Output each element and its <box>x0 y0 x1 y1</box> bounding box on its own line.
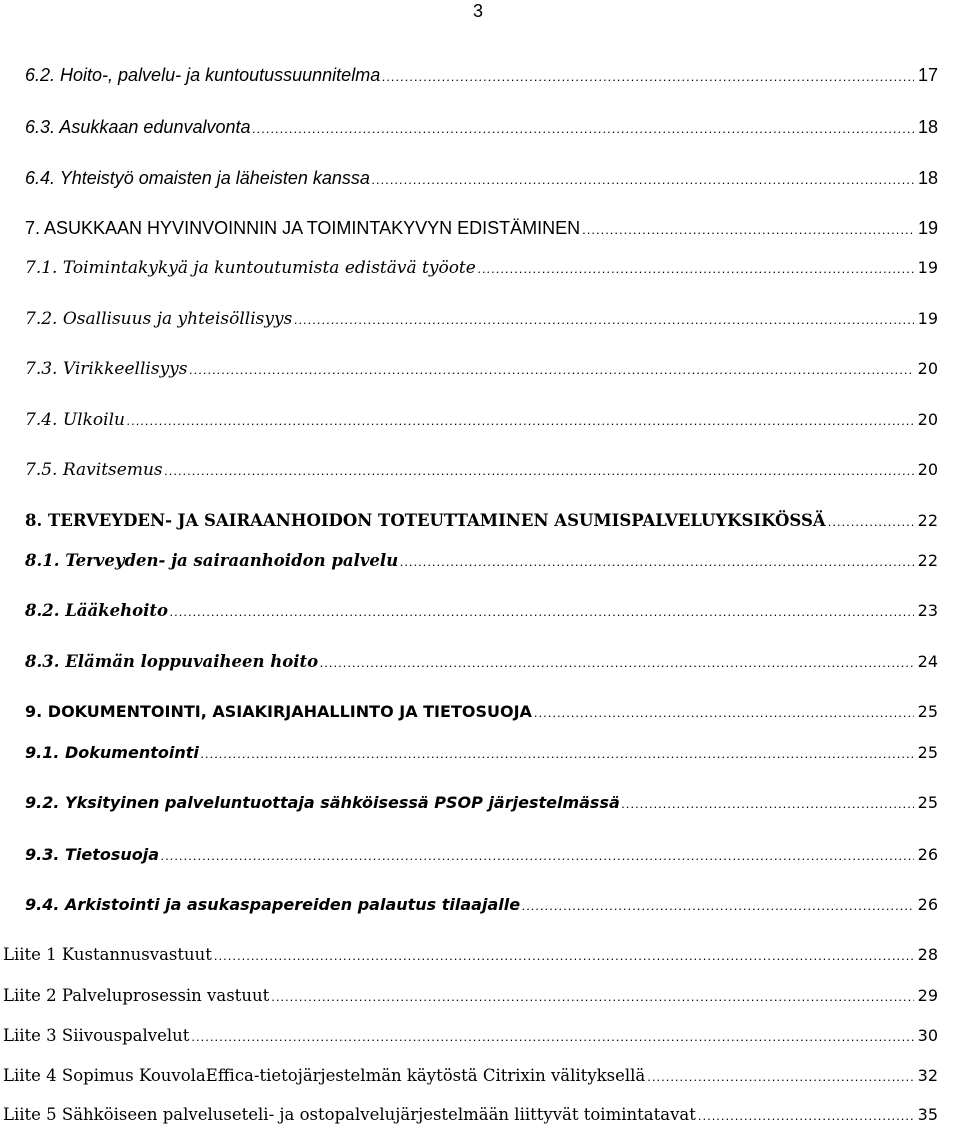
toc-entry-appendix[interactable] <box>3 1066 938 1092</box>
toc-entry-title: 6.2. Hoito-, palvelu- ja kuntoutussuunnitelma <box>25 65 381 85</box>
toc-entry[interactable] <box>25 168 938 194</box>
toc-entry-title: 8.1. Terveyden- ja sairaanhoidon palvelu <box>25 551 399 570</box>
toc-entry[interactable] <box>25 258 938 284</box>
toc-entry[interactable] <box>25 845 938 871</box>
toc-leader-dots <box>191 1029 914 1044</box>
toc-entry-page: 22 <box>917 551 938 570</box>
toc-leader-dots <box>478 261 914 276</box>
toc-leader-dots <box>372 172 914 187</box>
toc-leader-dots <box>170 604 914 619</box>
toc-leader-dots <box>582 222 914 237</box>
toc-entry-page: 35 <box>917 1105 938 1124</box>
page-number: 3 <box>473 1 484 21</box>
toc-entry-page: 32 <box>917 1066 938 1085</box>
toc-entry-title: Liite 4 Sopimus KouvolaEffica-tietojärjestelmän käytöstä Citrixin välityksellä <box>3 1066 646 1085</box>
toc-entry-page: 26 <box>917 845 938 864</box>
toc-entry-title: Liite 1 Kustannusvastuut <box>3 945 212 964</box>
toc-entry-page: 25 <box>917 743 938 762</box>
toc-entry[interactable] <box>25 551 938 577</box>
toc-entry-title: 9. DOKUMENTOINTI, ASIAKIRJAHALLINTO JA TIETOSUOJA <box>25 702 532 721</box>
toc-entry[interactable] <box>25 460 938 486</box>
toc-entry[interactable] <box>25 895 938 921</box>
toc-leader-dots <box>271 989 914 1004</box>
toc-entry[interactable] <box>25 359 938 385</box>
toc-leader-dots <box>214 948 914 963</box>
toc-leader-dots <box>647 1069 914 1084</box>
toc-leader-dots <box>161 848 914 863</box>
toc-entry[interactable] <box>25 309 938 335</box>
toc-entry-title: 7. ASUKKAAN HYVINVOINNIN JA TOIMINTAKYVYN EDISTÄMINEN <box>25 218 581 238</box>
toc-entry-appendix[interactable] <box>3 1105 938 1131</box>
toc-entry[interactable] <box>25 65 938 91</box>
toc-entry-appendix[interactable] <box>3 1026 938 1052</box>
toc-leader-dots <box>190 362 914 377</box>
toc-entry-title: 7.2. Osallisuus ja yhteisöllisyys <box>25 309 293 329</box>
toc-entry-page: 20 <box>917 410 938 429</box>
toc-entry-title: Liite 3 Siivouspalvelut <box>3 1026 190 1045</box>
toc-leader-dots <box>534 705 914 720</box>
toc-leader-dots <box>698 1108 914 1123</box>
toc-entry-title: 9.4. Arkistointi ja asukaspapereiden palautus tilaajalle <box>25 895 521 914</box>
toc-entry[interactable] <box>25 511 938 537</box>
toc-entry[interactable] <box>25 743 938 769</box>
toc-entry-page: 17 <box>917 65 938 85</box>
toc-entry-title: 7.3. Virikkeellisyys <box>25 359 188 379</box>
toc-leader-dots <box>127 413 914 428</box>
toc-leader-dots <box>253 121 915 136</box>
toc-entry-title: 7.1. Toimintakykyä ja kuntoutumista edistävä työote <box>25 258 476 278</box>
toc-entry-appendix[interactable] <box>3 986 938 1012</box>
toc-entry-page: 25 <box>917 793 938 812</box>
toc-entry-title: 9.3. Tietosuoja <box>25 845 160 864</box>
toc-entry[interactable] <box>25 702 938 728</box>
toc-entry-title: 8. TERVEYDEN- JA SAIRAANHOIDON TOTEUTTAMINEN ASUMISPALVELUYKSIKÖSSÄ <box>25 511 826 530</box>
toc-entry-page: 18 <box>917 168 938 188</box>
toc-leader-dots <box>622 796 914 811</box>
toc-leader-dots <box>201 746 914 761</box>
toc-entry[interactable] <box>25 218 938 244</box>
toc-entry-title: 9.2. Yksityinen palveluntuottaja sähköisessä PSOP järjestelmässä <box>25 793 620 812</box>
toc-entry-page: 29 <box>917 986 938 1005</box>
toc-entry-title: Liite 5 Sähköiseen palveluseteli- ja ostopalvelujärjestelmään liittyvät toimintatavat <box>3 1105 696 1124</box>
toc-entry-title: 8.3. Elämän loppuvaiheen hoito <box>25 652 319 671</box>
toc-leader-dots <box>294 312 914 327</box>
toc-leader-dots <box>828 514 914 529</box>
toc-entry-page: 24 <box>917 652 938 671</box>
toc-leader-dots <box>382 69 914 84</box>
toc-entry-appendix[interactable] <box>3 945 938 971</box>
toc-entry-title: 6.4. Yhteistyö omaisten ja läheisten kanssa <box>25 168 370 188</box>
toc-entry-page: 22 <box>917 511 938 530</box>
toc-entry-title: 9.1. Dokumentointi <box>25 743 199 762</box>
toc-leader-dots <box>400 554 914 569</box>
toc-entry-page: 20 <box>917 359 938 378</box>
toc-entry-page: 20 <box>917 460 938 479</box>
toc-leader-dots <box>165 463 914 478</box>
toc-entry-page: 25 <box>917 702 938 721</box>
toc-entry[interactable] <box>25 601 938 627</box>
toc-entry-page: 19 <box>917 258 938 277</box>
toc-entry-title: 7.4. Ulkoilu <box>25 410 125 430</box>
toc-entry[interactable] <box>25 652 938 678</box>
toc-entry[interactable] <box>25 793 938 819</box>
toc-entry-title: 8.2. Lääkehoito <box>25 601 169 620</box>
toc-entry-page: 23 <box>917 601 938 620</box>
toc-leader-dots <box>320 655 914 670</box>
toc-entry-page: 30 <box>917 1026 938 1045</box>
toc-entry[interactable] <box>25 117 938 143</box>
toc-entry-title: 7.5. Ravitsemus <box>25 460 163 480</box>
toc-entry-title: 6.3. Asukkaan edunvalvonta <box>25 117 251 137</box>
toc-leader-dots <box>522 898 914 913</box>
toc-entry-page: 18 <box>917 117 938 137</box>
toc-entry-page: 19 <box>917 309 938 328</box>
toc-entry-page: 26 <box>917 895 938 914</box>
toc-entry-page: 28 <box>917 945 938 964</box>
toc-entry[interactable] <box>25 410 938 436</box>
toc-entry-title: Liite 2 Palveluprosessin vastuut <box>3 986 270 1005</box>
toc-entry-page: 19 <box>917 218 938 238</box>
